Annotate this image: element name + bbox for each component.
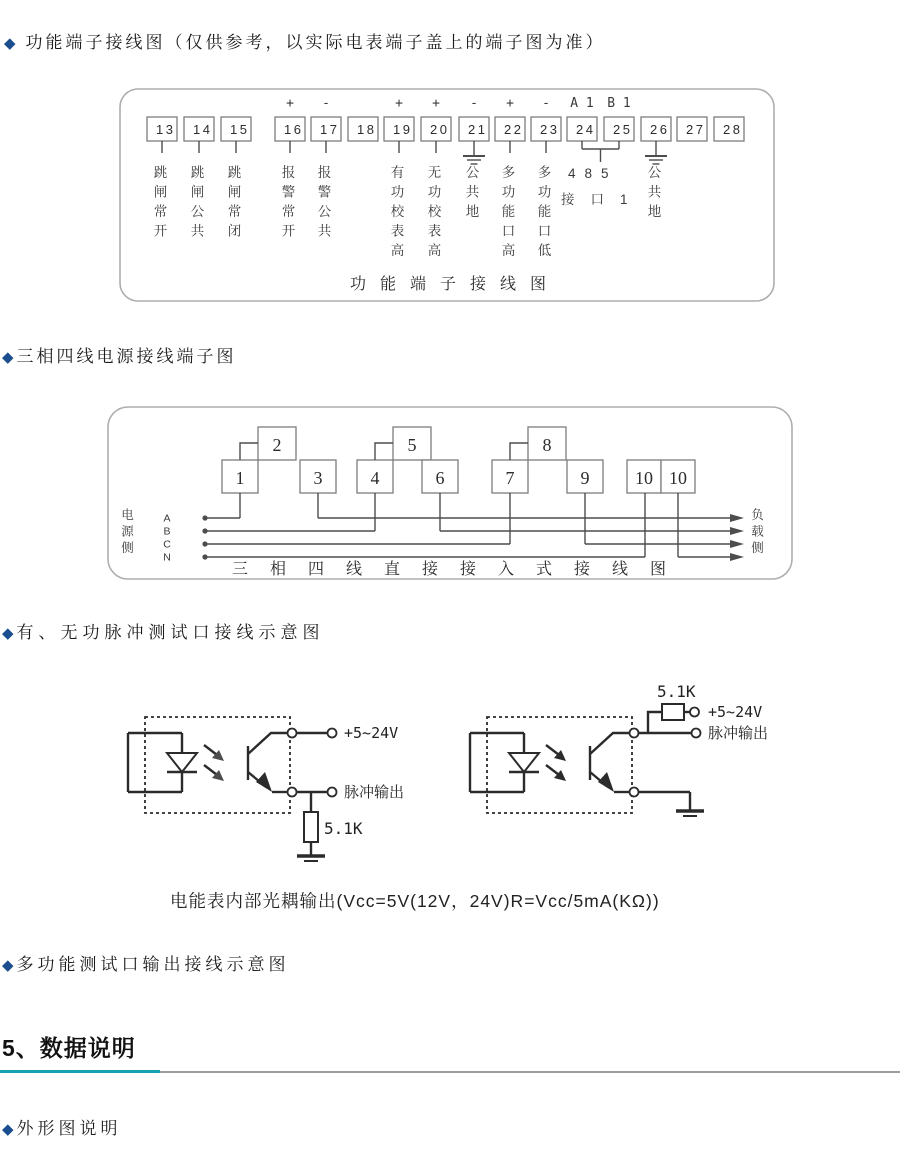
svg-text:2: 2 — [272, 435, 282, 455]
svg-text:+: + — [432, 96, 440, 111]
section-title-text: 有、无功脉冲测试口接线示意图 — [16, 623, 325, 642]
rs485-link-bracket — [582, 141, 619, 162]
three-phase-diagram — [100, 403, 800, 585]
svg-text:21: 21 — [468, 122, 488, 137]
svg-text:10: 10 — [635, 468, 653, 488]
source-bus-lines — [202, 493, 645, 560]
svg-text:C: C — [163, 538, 171, 551]
optocoupler-circuit-left — [128, 717, 404, 861]
terminal-label-21: 公共地 — [463, 165, 479, 224]
svg-text:28: 28 — [723, 122, 743, 137]
svg-text:+: + — [395, 96, 403, 111]
svg-text:26: 26 — [650, 122, 670, 137]
section-title-three-phase — [2, 342, 237, 367]
rs485-label-line1: 485 — [568, 166, 618, 181]
optocoupler-caption: 电能表内部光耦输出(Vcc=5V(12V，24V)R=Vcc/5mA(KΩ)) — [170, 891, 660, 911]
rs485-label-line2: 接口1 — [561, 192, 644, 207]
svg-text:3: 3 — [313, 468, 323, 488]
collector-terminal — [630, 729, 639, 738]
svg-text:+: + — [286, 96, 294, 111]
svg-text:24: 24 — [576, 122, 596, 137]
pulse-output-circuits — [120, 666, 800, 891]
section-title-text: 三相四线电源接线端子图 — [16, 347, 237, 366]
ground-symbol-21 — [463, 141, 485, 164]
vcc-terminal — [328, 729, 337, 738]
heading-rule-accent — [0, 1070, 160, 1073]
source-side-label: 电源侧 — [119, 508, 134, 558]
led-diode-icon — [509, 753, 539, 772]
svg-text:5: 5 — [407, 435, 417, 455]
ground-symbol-26 — [645, 141, 667, 164]
terminal-label-17: 报警公共 — [315, 165, 331, 243]
emitter-terminal — [288, 788, 297, 797]
vcc-label: +5~24V — [708, 703, 763, 721]
svg-text:19: 19 — [393, 122, 413, 137]
section-title-text: 多功能测试口输出接线示意图 — [16, 955, 290, 974]
arrow-right-icon — [730, 553, 744, 561]
svg-text:10: 10 — [669, 468, 687, 488]
svg-text:20: 20 — [430, 122, 450, 137]
pull-down-resistor — [297, 792, 325, 861]
optocoupler-dashed-box — [145, 717, 290, 813]
svg-text:B: B — [163, 525, 171, 538]
svg-text:8: 8 — [542, 435, 552, 455]
svg-text:1: 1 — [235, 468, 245, 488]
terminal-label-16: 报警常开 — [279, 165, 295, 243]
diamond-bullet-icon: ◆ — [2, 625, 14, 642]
collector-terminal — [288, 729, 297, 738]
led-diode-icon — [167, 753, 197, 772]
current-terminal-boxes — [222, 460, 695, 493]
pulse-out-label: 脉冲输出 — [344, 783, 405, 801]
section-title-multifunction — [2, 950, 290, 975]
light-arrows-icon — [546, 745, 566, 781]
terminal-label-26: 公共地 — [645, 165, 661, 224]
polarity-markers — [286, 96, 631, 111]
pulse-circuits-drawing — [120, 666, 800, 891]
terminal-label-23: 多功能口低 — [535, 165, 551, 263]
vcc-terminal — [690, 708, 699, 717]
svg-text:6: 6 — [435, 468, 445, 488]
vcc-label: +5~24V — [344, 724, 399, 742]
svg-text:-: - — [470, 96, 478, 111]
emitter-ground-path — [639, 792, 705, 816]
heading-rule — [160, 1071, 900, 1073]
load-lines — [318, 493, 744, 561]
svg-text:+: + — [506, 96, 514, 111]
svg-text:7: 7 — [505, 468, 515, 488]
svg-text:25: 25 — [613, 122, 633, 137]
terminal-label-13: 跳闸常开 — [151, 165, 167, 243]
section-title-outline — [2, 1114, 122, 1139]
terminal-label-15: 跳闸常闭 — [225, 165, 241, 243]
terminal-label-19: 有功校表高 — [388, 165, 404, 263]
arrow-right-icon — [730, 527, 744, 535]
svg-text:22: 22 — [504, 122, 524, 137]
resistor-value-label: 5.1K — [324, 819, 363, 838]
svg-text:23: 23 — [540, 122, 560, 137]
section-title-pulse-test — [2, 618, 325, 643]
section-title-text: 功能端子接线图（仅供参考，以实际电表端子盖上的端子图为准） — [25, 33, 606, 52]
svg-text:4: 4 — [370, 468, 380, 488]
diamond-bullet-icon: ◆ — [2, 349, 14, 366]
phototransistor-icon — [248, 733, 287, 792]
optocoupler-dashed-box — [487, 717, 632, 813]
diamond-bullet-icon: ◆ — [4, 35, 16, 52]
function-terminal-diagram — [118, 86, 778, 306]
terminal-label-14: 跳闸公共 — [188, 165, 204, 243]
emitter-terminal — [630, 788, 639, 797]
svg-text:14: 14 — [193, 122, 213, 137]
diagram1-caption: 功能端子接线图 — [349, 276, 561, 293]
diagram2-caption: 三相四线直接接入式接线图 — [231, 561, 689, 578]
svg-text:-: - — [542, 96, 550, 111]
pulse-out-terminal — [328, 788, 337, 797]
pulse-out-terminal — [692, 729, 701, 738]
pull-up-resistor — [648, 704, 690, 733]
section-title-function-terminals — [4, 28, 606, 53]
pulse-out-label: 脉冲输出 — [708, 724, 769, 742]
diamond-bullet-icon: ◆ — [2, 957, 14, 974]
chapter-heading: 5、数据说明 — [2, 1035, 136, 1061]
svg-text:A: A — [163, 512, 171, 525]
resistor-value-label: 5.1K — [657, 682, 696, 701]
load-side-label: 负载侧 — [749, 508, 764, 558]
arrow-right-icon — [730, 514, 744, 522]
svg-text:27: 27 — [686, 122, 706, 137]
terminal-boxes — [147, 117, 744, 141]
phototransistor-icon — [590, 733, 629, 792]
section-title-text: 外形图说明 — [16, 1119, 122, 1138]
svg-text:B 1: B 1 — [607, 96, 631, 111]
phase-letters — [163, 513, 171, 564]
svg-text:-: - — [322, 96, 330, 111]
light-arrows-icon — [204, 745, 224, 781]
arrow-right-icon — [730, 540, 744, 548]
terminal-label-22: 多功能口高 — [499, 165, 515, 263]
three-phase-diagram-drawing — [100, 403, 800, 585]
svg-text:15: 15 — [230, 122, 250, 137]
svg-text:13: 13 — [156, 122, 176, 137]
diamond-bullet-icon: ◆ — [2, 1121, 14, 1138]
optocoupler-circuit-right — [470, 682, 768, 816]
svg-text:9: 9 — [580, 468, 590, 488]
terminal-stubs — [162, 141, 546, 153]
function-terminal-diagram-drawing — [118, 86, 778, 306]
svg-text:16: 16 — [284, 122, 304, 137]
svg-text:A 1: A 1 — [570, 96, 594, 111]
svg-text:N: N — [163, 551, 171, 564]
svg-text:18: 18 — [357, 122, 377, 137]
svg-text:17: 17 — [320, 122, 340, 137]
terminal-label-20: 无功校表高 — [425, 165, 441, 263]
